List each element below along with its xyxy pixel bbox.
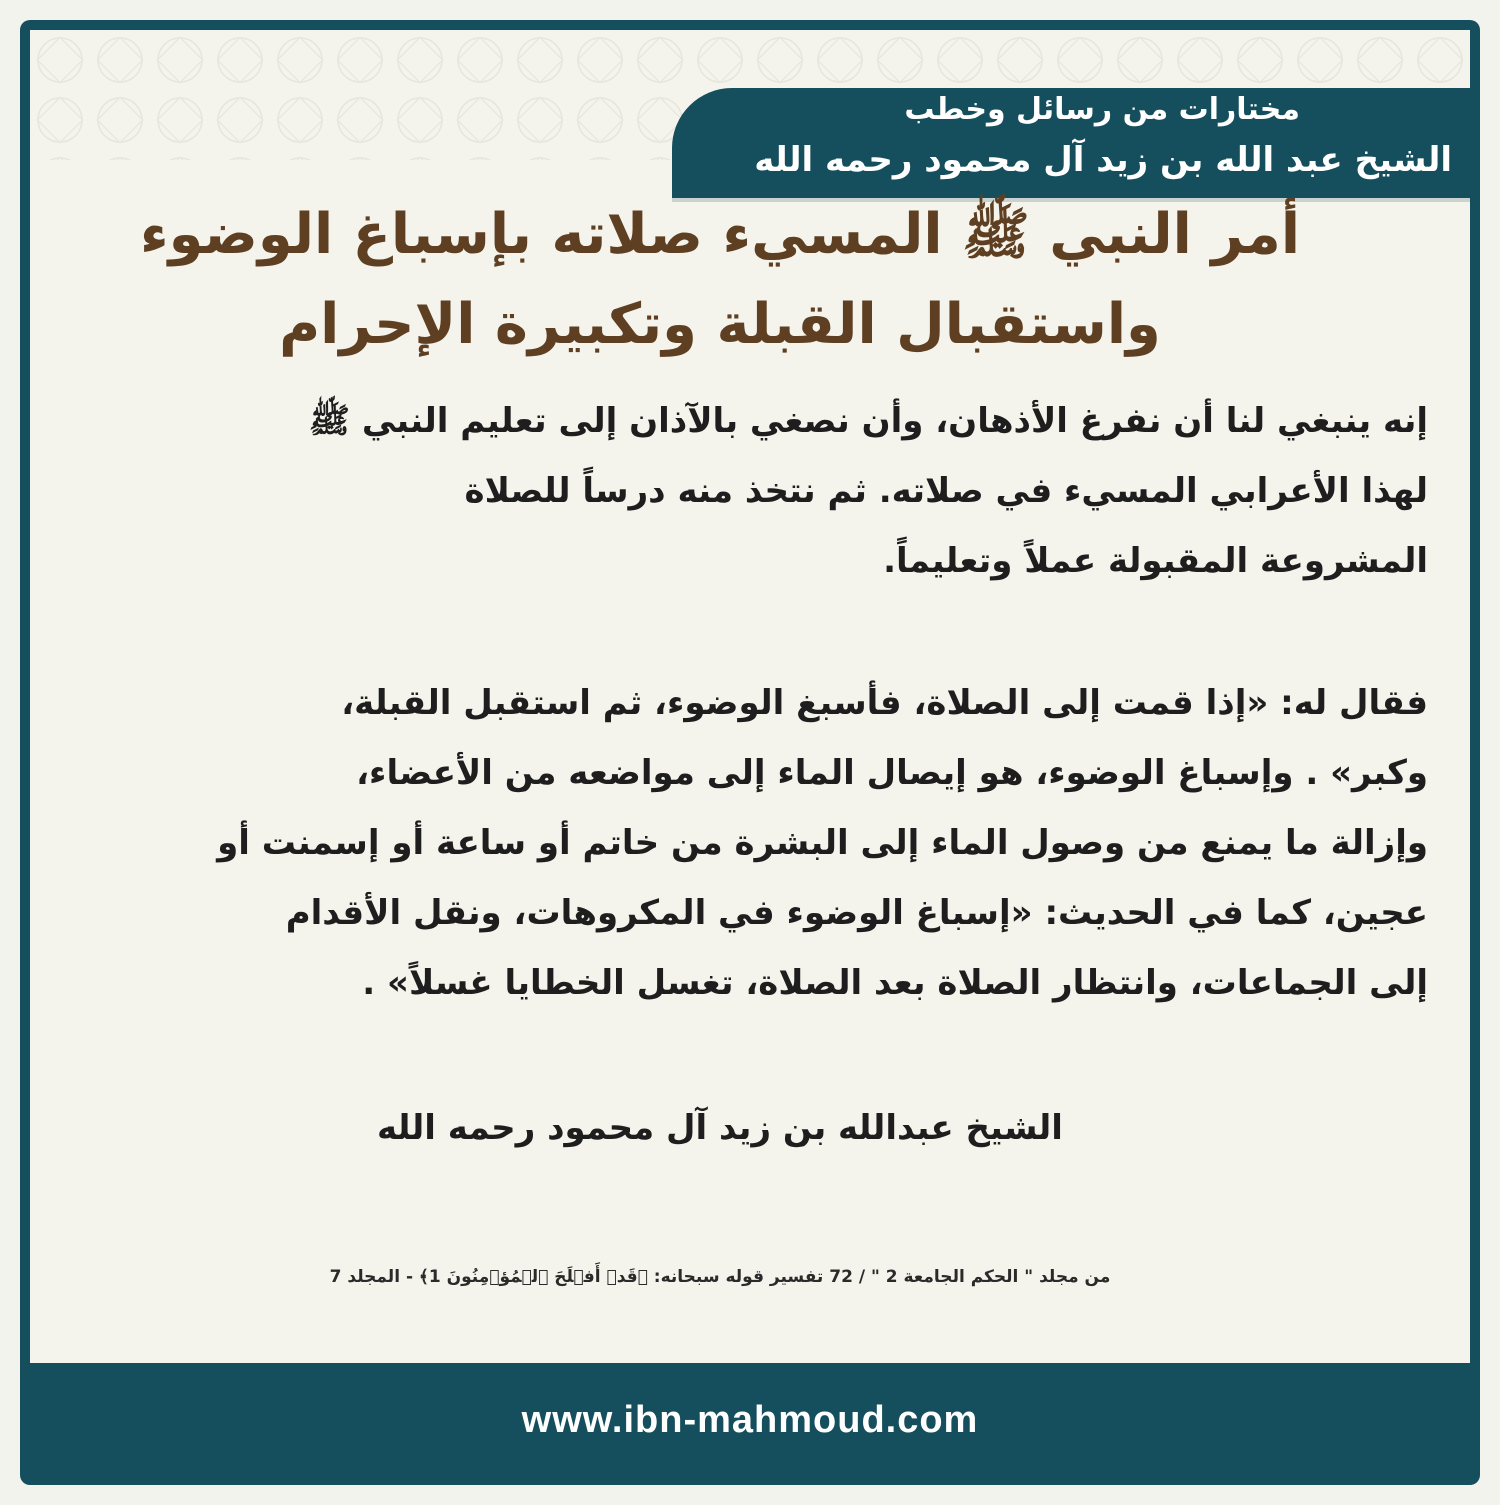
paragraph-line: إلى الجماعات، وانتظار الصلاة بعد الصلاة، تغسل الخطايا غسلاً» . (362, 963, 1428, 1003)
paragraph-line: وإزالة ما يمنع من وصول الماء إلى البشرة من خاتم أو ساعة أو إسمنت أو (217, 823, 1428, 863)
paragraph-2 (128, 668, 1428, 1018)
paragraph-line: لهذا الأعرابي المسيء في صلاته. ثم نتخذ منه درساً للصلاة (464, 471, 1428, 511)
footer-bar (20, 1363, 1480, 1475)
paragraph-line: فقال له: «إذا قمت إلى الصلاة، فأسبغ الوضوء، ثم استقبل القبلة، (341, 683, 1428, 723)
page-title-line-2: واستقبال القبلة وتكبيرة الإحرام (279, 292, 1161, 357)
website-link[interactable]: www.ibn-mahmoud.com (521, 1399, 979, 1441)
paragraph-line: المشروعة المقبولة عملاً وتعليماً. (883, 541, 1428, 581)
paragraph-1 (128, 386, 1428, 596)
source-citation: من مجلد " الحكم الجامعة 2 " / 72 تفسير قوله سبحانه: ﴿قَدۡ أَفۡلَحَ ٱلۡمُؤۡمِنُونَ 1﴾ - المجلد 7 (329, 1267, 1111, 1287)
paragraph-line: إنه ينبغي لنا أن نفرغ الأذهان، وأن نصغي بالآذان إلى تعليم النبي ﷺ (308, 401, 1428, 441)
author-signature: الشيخ عبدالله بن زيد آل محمود رحمه الله (377, 1108, 1063, 1148)
page-title-line-1: أمر النبي ﷺ المسيء صلاته بإسباغ الوضوء (139, 202, 1301, 267)
paragraph-line: عجين، كما في الحديث: «إسباغ الوضوء في المكروهات، ونقل الأقدام (285, 893, 1428, 933)
header-sheikh-name: الشيخ عبد الله بن زيد آل محمود رحمه الله (754, 140, 1452, 180)
paragraph-line: وكبر» . وإسباغ الوضوء، هو إيصال الماء إلى مواضعه من الأعضاء، (356, 753, 1428, 793)
header-series-title: مختارات من رسائل وخطب (904, 92, 1300, 127)
header-banner (672, 88, 1470, 198)
